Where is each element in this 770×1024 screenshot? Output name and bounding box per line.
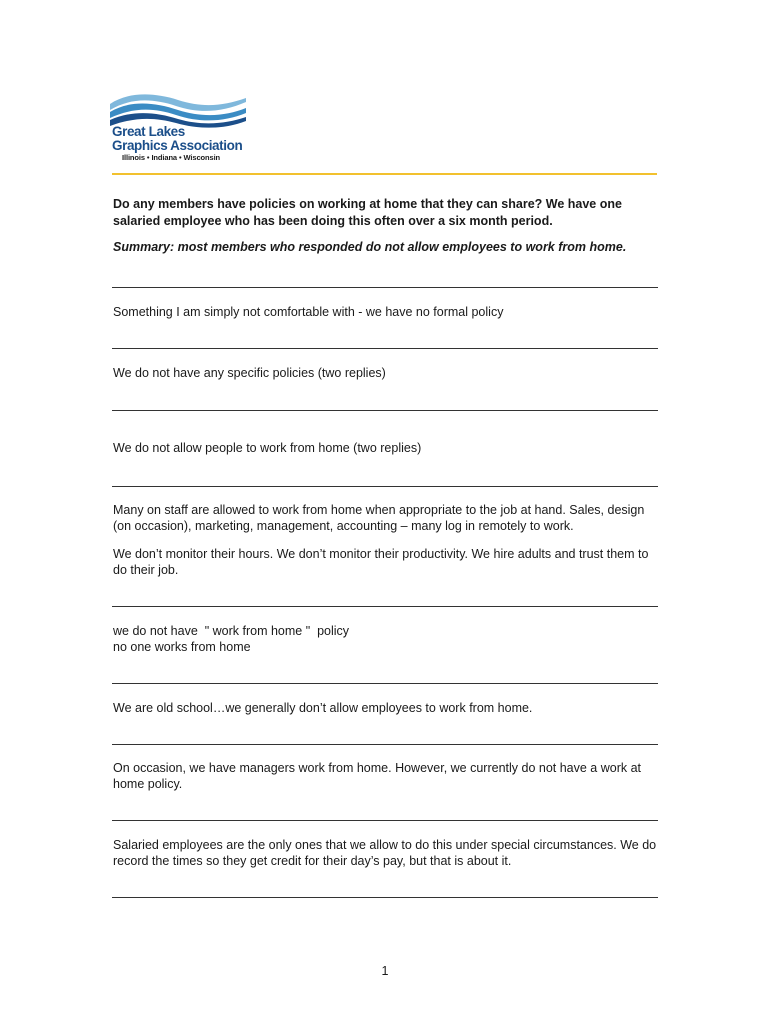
divider	[112, 606, 658, 607]
page-number: 1	[381, 964, 389, 978]
response-item	[113, 440, 661, 456]
header-rule	[112, 173, 657, 175]
response-paragraph: We are old school…we generally don’t allow employees to work from home.	[113, 701, 533, 715]
response-paragraph: We don’t monitor their hours. We don’t monitor their productivity. We hire adults and trust them to do their job.	[113, 547, 649, 577]
divider	[112, 348, 658, 349]
great-lakes-graphics-association-logo	[108, 90, 248, 166]
response-item	[113, 365, 661, 381]
response-item	[113, 304, 661, 320]
divider	[112, 410, 658, 411]
response-item	[113, 700, 661, 716]
response-paragraph: Many on staff are allowed to work from home when appropriate to the job at hand. Sales, design (on occasion), marketing, management, accounting – many log in remotely to work.	[113, 503, 645, 533]
response-paragraph: We do not allow people to work from home (two replies)	[113, 441, 422, 455]
logo-title-line2: Graphics Association	[112, 138, 243, 153]
response-paragraph: no one works from home	[113, 640, 251, 654]
response-paragraph: We do not have any specific policies (two replies)	[113, 366, 386, 380]
response-item	[113, 623, 661, 655]
divider	[112, 820, 658, 821]
divider	[112, 287, 658, 288]
response-item	[113, 837, 661, 869]
response-paragraph: Something I am simply not comfortable with - we have no formal policy	[113, 305, 504, 319]
response-item	[113, 502, 661, 578]
response-paragraph: we do not have " work from home " policy	[113, 624, 350, 638]
question-text: Do any members have policies on working at home that they can share? We have one salaried employee who has been doing this often over a six month period.	[113, 197, 622, 228]
logo-states: Illinois • Indiana • Wisconsin	[122, 153, 221, 162]
response-item	[113, 760, 661, 792]
divider	[112, 486, 658, 487]
logo-title-line1: Great Lakes	[112, 124, 185, 139]
divider	[112, 683, 658, 684]
summary-text: Summary: most members who responded do not allow employees to work from home.	[113, 240, 627, 254]
divider	[112, 897, 658, 898]
response-paragraph: Salaried employees are the only ones that we allow to do this under special circumstances. We do record the times so they get credit for their day’s pay, but that is about it.	[113, 838, 657, 868]
response-paragraph: On occasion, we have managers work from home. However, we currently do not have a work at home policy.	[113, 761, 642, 791]
divider	[112, 744, 658, 745]
